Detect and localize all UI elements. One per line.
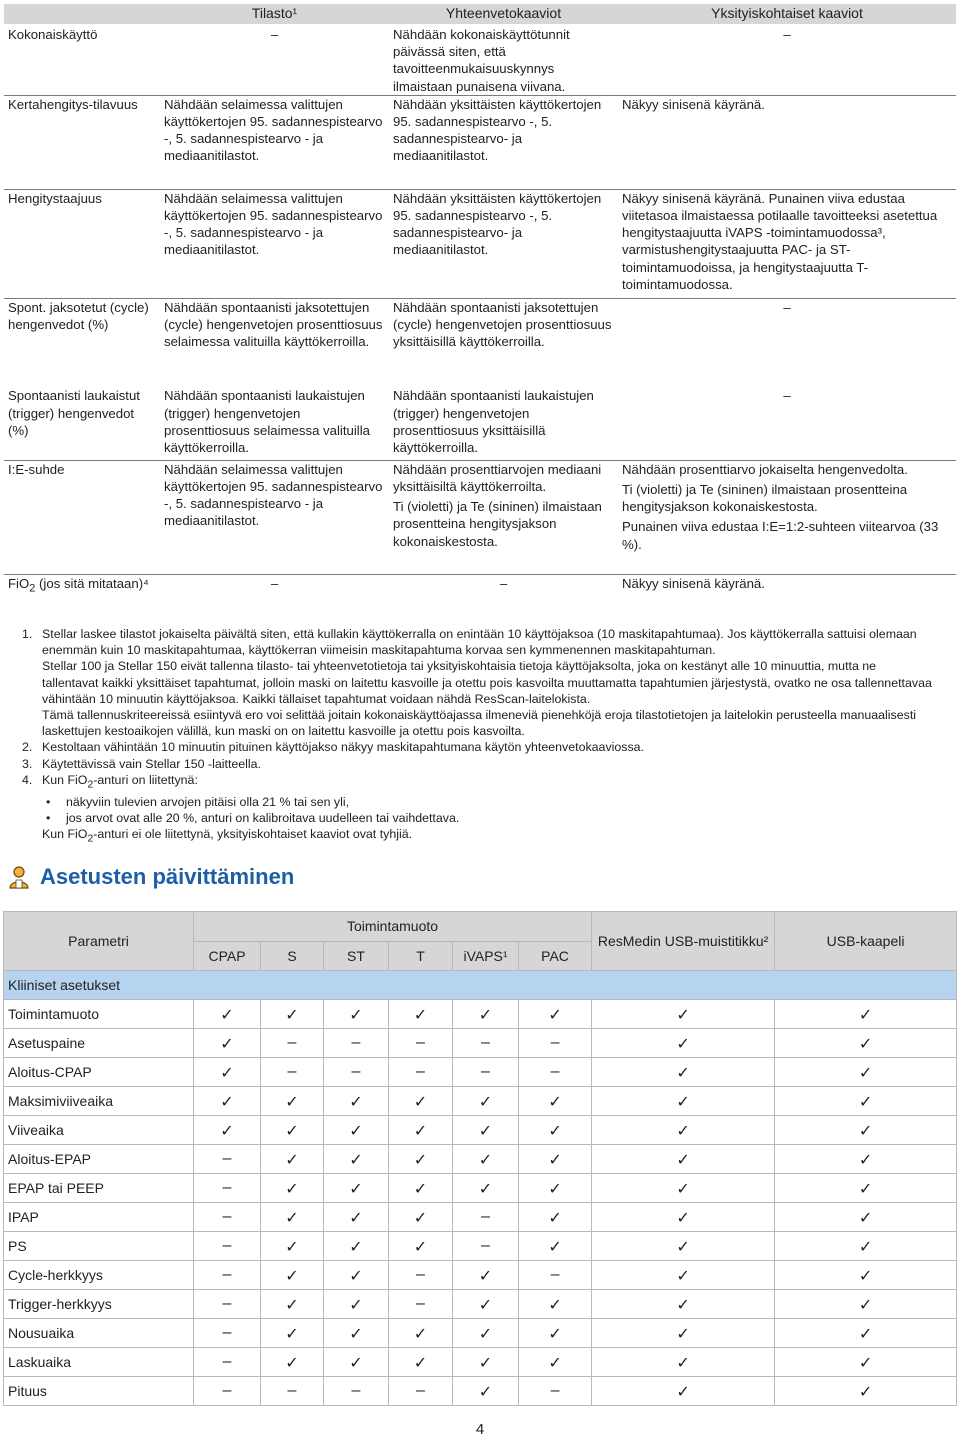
settings-header-row bbox=[4, 912, 957, 942]
footnote-number: 3. bbox=[22, 756, 33, 771]
mode-header: CPAP bbox=[194, 941, 261, 971]
row-summary: Nähdään yksittäisten käyttökertojen 95. sadannespistearvo -, 5. sadannespistearvo- ja mediaanitilastot. bbox=[389, 189, 618, 298]
section-title: Asetusten päivittäminen bbox=[40, 864, 295, 889]
footnote-text bbox=[42, 826, 934, 848]
fio-rest: -anturi ei ole liitettynä, yksityiskohtaiset kaaviot ovat tyhjiä. bbox=[93, 826, 413, 841]
check-icon: ✓ bbox=[775, 1203, 957, 1232]
check-icon: ✓ bbox=[194, 1000, 261, 1029]
check-icon: ✓ bbox=[453, 1348, 519, 1377]
table-row bbox=[4, 460, 956, 574]
check-icon: ✓ bbox=[261, 1203, 324, 1232]
check-icon: ✓ bbox=[324, 1000, 389, 1029]
parameter-name: Cycle-herkkyys bbox=[4, 1261, 194, 1290]
table-row bbox=[4, 574, 956, 614]
page-number: 4 bbox=[475, 1421, 485, 1438]
dash-mark: – bbox=[194, 1261, 261, 1290]
table-row bbox=[4, 298, 956, 387]
check-icon: ✓ bbox=[775, 1377, 957, 1406]
row-category: Kertahengitys-tilavuus bbox=[4, 95, 160, 189]
footnote-number: 4. bbox=[22, 772, 33, 787]
row-statistics: Nähdään selaimessa valittujen käyttökertojen 95. sadannespistearvo -, 5. sadannespistearvo - ja mediaanitilastot. bbox=[160, 460, 389, 574]
check-icon: ✓ bbox=[592, 1029, 775, 1058]
check-icon: ✓ bbox=[261, 1348, 324, 1377]
fio-subscript: 2 bbox=[87, 779, 94, 791]
check-icon: ✓ bbox=[453, 1087, 519, 1116]
table-row bbox=[4, 1348, 957, 1377]
dash-mark: – bbox=[389, 1029, 453, 1058]
dash-mark: – bbox=[519, 1261, 592, 1290]
parameter-name: IPAP bbox=[4, 1203, 194, 1232]
section-heading bbox=[8, 862, 294, 892]
check-icon: ✓ bbox=[453, 1116, 519, 1145]
parameter-name: Asetuspaine bbox=[4, 1029, 194, 1058]
check-icon: ✓ bbox=[261, 1087, 324, 1116]
header-detail: Yksityiskohtaiset kaaviot bbox=[618, 4, 956, 24]
mode-header: T bbox=[389, 941, 453, 971]
footnote-2 bbox=[0, 739, 960, 755]
table-row bbox=[4, 1058, 957, 1087]
parameter-name: Trigger-herkkyys bbox=[4, 1290, 194, 1319]
dash-mark: – bbox=[194, 1203, 261, 1232]
dash-mark: – bbox=[261, 1058, 324, 1087]
check-icon: ✓ bbox=[592, 1174, 775, 1203]
check-icon: ✓ bbox=[775, 1261, 957, 1290]
dash-mark: – bbox=[194, 1290, 261, 1319]
dash-mark: – bbox=[389, 1261, 453, 1290]
check-icon: ✓ bbox=[389, 1319, 453, 1348]
check-icon: ✓ bbox=[592, 1058, 775, 1087]
check-icon: ✓ bbox=[194, 1116, 261, 1145]
header-statistics: Tilasto¹ bbox=[160, 4, 389, 24]
row-category: Spontaanisti laukaistut (trigger) hengenvedot (%) bbox=[8, 388, 140, 438]
header-usb-cable: USB-kaapeli bbox=[775, 912, 957, 971]
check-icon: ✓ bbox=[775, 1319, 957, 1348]
check-icon: ✓ bbox=[389, 1087, 453, 1116]
check-icon: ✓ bbox=[194, 1087, 261, 1116]
check-icon: ✓ bbox=[519, 1116, 592, 1145]
settings-band-row bbox=[4, 971, 957, 1000]
check-icon: ✓ bbox=[324, 1116, 389, 1145]
row-summary: – bbox=[389, 574, 618, 614]
check-icon: ✓ bbox=[453, 1290, 519, 1319]
mode-header: iVAPS¹ bbox=[453, 941, 519, 971]
table-row bbox=[4, 1029, 957, 1058]
footnote-4-end bbox=[0, 826, 960, 848]
summary-paragraph: Nähdään prosenttiarvojen mediaani yksittäisiltä käyttökerroilta. bbox=[393, 461, 602, 495]
check-icon: ✓ bbox=[261, 1116, 324, 1145]
check-icon: ✓ bbox=[261, 1232, 324, 1261]
check-icon: ✓ bbox=[775, 1232, 957, 1261]
parameter-name: Maksimiviiveaika bbox=[4, 1087, 194, 1116]
check-icon: ✓ bbox=[592, 1203, 775, 1232]
check-icon: ✓ bbox=[592, 1261, 775, 1290]
row-summary: Nähdään spontaanisti jaksotettujen (cycle) hengenvetojen prosenttiosuus yksittäisillä käyttökerroilla. bbox=[389, 298, 618, 387]
dash-mark: – bbox=[389, 1377, 453, 1406]
header-blank bbox=[4, 4, 160, 24]
bullet-text: näkyviin tulevien arvojen pitäisi olla 21 % tai sen yli, bbox=[66, 794, 350, 809]
check-icon: ✓ bbox=[261, 1319, 324, 1348]
check-icon: ✓ bbox=[519, 1348, 592, 1377]
check-icon: ✓ bbox=[775, 1290, 957, 1319]
dash-mark: – bbox=[324, 1029, 389, 1058]
table-row bbox=[4, 1319, 957, 1348]
check-icon: ✓ bbox=[261, 1261, 324, 1290]
table-row bbox=[4, 24, 956, 95]
check-icon: ✓ bbox=[592, 1145, 775, 1174]
footnote-text: Tämä tallennuskriteereissä esiintyvä ero voi selittää joitain kokonaiskäyttöajassa ilmeneviä pienehköjä eroja tilastotietojen ja laitelokin perusteella manuaalisesti laskettujen kestoaikojen välillä, kun maski on on laitettu kasvoille ja otettu pois kasvoilta. bbox=[42, 708, 917, 739]
check-icon: ✓ bbox=[519, 1203, 592, 1232]
check-icon: ✓ bbox=[324, 1174, 389, 1203]
check-icon: ✓ bbox=[775, 1348, 957, 1377]
row-statistics: Nähdään selaimessa valittujen käyttökertojen 95. sadannespistearvo -, 5. sadannespistearvo - ja mediaanitilastot. bbox=[160, 95, 389, 189]
detail-paragraph: Punainen viiva edustaa I:E=1:2-suhteen viitearvoa (33 %). bbox=[622, 519, 939, 552]
check-icon: ✓ bbox=[592, 1000, 775, 1029]
header-parameter: Parametri bbox=[4, 912, 194, 971]
dash-mark: – bbox=[519, 1029, 592, 1058]
check-icon: ✓ bbox=[324, 1203, 389, 1232]
check-icon: ✓ bbox=[592, 1290, 775, 1319]
check-icon: ✓ bbox=[453, 1319, 519, 1348]
check-icon: ✓ bbox=[324, 1290, 389, 1319]
band-label: Kliiniset asetukset bbox=[4, 971, 957, 1000]
row-detail: – bbox=[618, 298, 956, 387]
check-icon: ✓ bbox=[592, 1087, 775, 1116]
footnote-number: 1. bbox=[22, 627, 33, 641]
table-row bbox=[4, 1000, 957, 1029]
check-icon: ✓ bbox=[453, 1377, 519, 1406]
settings-table bbox=[3, 911, 957, 1406]
overview-header-row bbox=[4, 4, 956, 24]
parameter-name: Pituus bbox=[4, 1377, 194, 1406]
parameter-name: PS bbox=[4, 1232, 194, 1261]
dash-mark: – bbox=[194, 1348, 261, 1377]
footnote-4 bbox=[0, 772, 960, 794]
check-icon: ✓ bbox=[775, 1058, 957, 1087]
footnote-text: Stellar laskee tilastot jokaiselta päivältä siten, että kullakin käyttökerralla on enintään 10 käyttöjaksoa (10 maskitapahtumaa). Jos käyttökerralla sattuisi olemaan enemmän kuin 10 maskitapahtumaa, käyttökerran viimeisin maskitapahtuma korvaa sen kymmenennen maskitapahtuman. bbox=[42, 627, 917, 658]
check-icon: ✓ bbox=[592, 1319, 775, 1348]
check-icon: ✓ bbox=[324, 1087, 389, 1116]
dash-mark: – bbox=[389, 1290, 453, 1319]
table-row bbox=[4, 387, 956, 460]
footnote-1 bbox=[0, 626, 960, 739]
check-icon: ✓ bbox=[519, 1290, 592, 1319]
check-icon: ✓ bbox=[261, 1000, 324, 1029]
row-detail: – bbox=[783, 388, 791, 404]
check-icon: ✓ bbox=[775, 1000, 957, 1029]
check-icon: ✓ bbox=[324, 1348, 389, 1377]
check-icon: ✓ bbox=[261, 1145, 324, 1174]
parameter-name: Aloitus-CPAP bbox=[4, 1058, 194, 1087]
check-icon: ✓ bbox=[592, 1116, 775, 1145]
footnote-text: Käytettävissä vain Stellar 150 -laitteella. bbox=[42, 756, 262, 771]
dash-mark: – bbox=[453, 1203, 519, 1232]
row-category: I:E-suhde bbox=[4, 460, 160, 574]
check-icon: ✓ bbox=[775, 1174, 957, 1203]
row-category: Kokonaiskäyttö bbox=[8, 27, 98, 42]
row-detail bbox=[618, 460, 956, 574]
parameter-name: Aloitus-EPAP bbox=[4, 1145, 194, 1174]
dash-mark: – bbox=[194, 1319, 261, 1348]
row-summary: Nähdään spontaanisti laukaistujen (trigger) hengenvetojen prosenttiosuus yksittäisillä käyttökerroilla. bbox=[393, 388, 594, 455]
check-icon: ✓ bbox=[775, 1029, 957, 1058]
check-icon: ✓ bbox=[453, 1174, 519, 1203]
dash-mark: – bbox=[453, 1232, 519, 1261]
dash-mark: – bbox=[194, 1174, 261, 1203]
table-row bbox=[4, 1290, 957, 1319]
row-detail: Näkyy sinisenä käyränä. bbox=[618, 95, 956, 189]
parameter-name: Viiveaika bbox=[4, 1116, 194, 1145]
table-row bbox=[4, 189, 956, 298]
bullet-dot: • bbox=[46, 810, 51, 825]
footnote-text: Kestoltaan vähintään 10 minuutin pituinen käyttöjakso näkyy maskitapahtumana käytön yhteenvetokaaviossa. bbox=[42, 740, 645, 755]
check-icon: ✓ bbox=[261, 1174, 324, 1203]
clinician-icon bbox=[8, 865, 30, 889]
parameter-name: Nousuaika bbox=[4, 1319, 194, 1348]
table-row bbox=[4, 95, 956, 189]
table-row bbox=[4, 1203, 957, 1232]
footnote-bullet bbox=[0, 794, 960, 810]
fio-text: FiO bbox=[8, 575, 30, 591]
dash-mark: – bbox=[519, 1058, 592, 1087]
fio-subscript: 2 bbox=[87, 833, 94, 845]
check-icon: ✓ bbox=[592, 1232, 775, 1261]
summary-paragraph: Ti (violetti) ja Te (sininen) ilmaistaan prosentteina hengitysjakson kokonaiskestosta. bbox=[393, 499, 602, 549]
fio-subscript: 2 bbox=[29, 582, 36, 595]
row-summary: Nähdään kokonaiskäyttötunnit päivässä siten, että tavoitteenmukaisuuskynnys ilmaistaan punaisena viivana. bbox=[393, 27, 570, 94]
check-icon: ✓ bbox=[592, 1377, 775, 1406]
mode-header: S bbox=[261, 941, 324, 971]
check-icon: ✓ bbox=[261, 1290, 324, 1319]
check-icon: ✓ bbox=[324, 1261, 389, 1290]
row-summary bbox=[389, 460, 618, 574]
table-row bbox=[4, 1261, 957, 1290]
row-statistics: – bbox=[270, 27, 279, 42]
check-icon: ✓ bbox=[453, 1261, 519, 1290]
row-detail: – bbox=[783, 27, 791, 42]
dash-mark: – bbox=[519, 1377, 592, 1406]
row-detail: Näkyy sinisenä käyränä. Punainen viiva edustaa viitetasoa ilmaistaessa potilaalle tavoitteeksi asetettua hengitystaajuutta iVAPS -toimintamuodossa³, varmistushengitystaajuutta PAC- ja ST-toimintamuodoissa, ja hengitystaajuutta T-toimintamuodossa. bbox=[618, 189, 956, 298]
row-category bbox=[4, 574, 160, 614]
dash-mark: – bbox=[261, 1377, 324, 1406]
check-icon: ✓ bbox=[519, 1145, 592, 1174]
footnotes bbox=[0, 626, 960, 848]
bullet-dot: • bbox=[46, 794, 51, 809]
check-icon: ✓ bbox=[194, 1029, 261, 1058]
mode-header: ST bbox=[324, 941, 389, 971]
header-summary: Yhteenvetokaaviot bbox=[389, 4, 618, 24]
check-icon: ✓ bbox=[389, 1174, 453, 1203]
row-statistics: – bbox=[160, 574, 389, 614]
detail-paragraph: Ti (violetti) ja Te (sininen) ilmaistaan prosentteina hengitysjakson kokonaiskestosta. bbox=[622, 482, 908, 515]
row-detail: Näkyy sinisenä käyränä. bbox=[618, 574, 956, 614]
dash-mark: – bbox=[389, 1058, 453, 1087]
check-icon: ✓ bbox=[519, 1319, 592, 1348]
table-row bbox=[4, 1116, 957, 1145]
dash-mark: – bbox=[453, 1058, 519, 1087]
check-icon: ✓ bbox=[519, 1174, 592, 1203]
parameter-name: EPAP tai PEEP bbox=[4, 1174, 194, 1203]
row-summary: Nähdään yksittäisten käyttökertojen 95. sadannespistearvo -, 5. sadannespistearvo- ja mediaanitilastot. bbox=[389, 95, 618, 189]
dash-mark: – bbox=[324, 1377, 389, 1406]
row-category: Hengitystaajuus bbox=[4, 189, 160, 298]
check-icon: ✓ bbox=[519, 1232, 592, 1261]
header-mode: Toimintamuoto bbox=[194, 912, 592, 942]
dash-mark: – bbox=[194, 1232, 261, 1261]
mode-header: PAC bbox=[519, 941, 592, 971]
row-statistics: Nähdään spontaanisti laukaistujen (trigger) hengenvetojen prosenttiosuus selaimessa valituilla käyttökerroilla. bbox=[164, 388, 370, 455]
fio-text: Kun FiO bbox=[42, 826, 88, 841]
check-icon: ✓ bbox=[389, 1000, 453, 1029]
table-row bbox=[4, 1145, 957, 1174]
check-icon: ✓ bbox=[389, 1232, 453, 1261]
check-icon: ✓ bbox=[775, 1116, 957, 1145]
dash-mark: – bbox=[453, 1029, 519, 1058]
fio-rest: (jos sitä mitataan)⁴ bbox=[35, 575, 149, 591]
check-icon: ✓ bbox=[194, 1058, 261, 1087]
check-icon: ✓ bbox=[453, 1000, 519, 1029]
check-icon: ✓ bbox=[519, 1000, 592, 1029]
check-icon: ✓ bbox=[775, 1145, 957, 1174]
row-category: Spont. jaksotetut (cycle) hengenvedot (%) bbox=[4, 298, 160, 387]
check-icon: ✓ bbox=[453, 1145, 519, 1174]
dash-mark: – bbox=[261, 1029, 324, 1058]
check-icon: ✓ bbox=[389, 1145, 453, 1174]
header-usb-stick: ResMedin USB-muistitikku² bbox=[592, 912, 775, 971]
detail-paragraph: Nähdään prosenttiarvo jokaiselta hengenvedolta. bbox=[622, 461, 908, 477]
dash-mark: – bbox=[194, 1145, 261, 1174]
footnote-3 bbox=[0, 756, 960, 772]
bullet-text: jos arvot ovat alle 20 %, anturi on kalibroitava uudelleen tai vaihdettava. bbox=[66, 810, 460, 825]
check-icon: ✓ bbox=[389, 1203, 453, 1232]
check-icon: ✓ bbox=[324, 1319, 389, 1348]
table-row bbox=[4, 1174, 957, 1203]
footnote-text bbox=[42, 772, 934, 794]
check-icon: ✓ bbox=[592, 1348, 775, 1377]
check-icon: ✓ bbox=[324, 1145, 389, 1174]
fio-rest: -anturi on liitettynä: bbox=[93, 772, 198, 787]
row-statistics: Nähdään selaimessa valittujen käyttökertojen 95. sadannespistearvo -, 5. sadannespistearvo - ja mediaanitilastot. bbox=[160, 189, 389, 298]
check-icon: ✓ bbox=[324, 1232, 389, 1261]
table-row bbox=[4, 1232, 957, 1261]
check-icon: ✓ bbox=[775, 1087, 957, 1116]
table-row bbox=[4, 1087, 957, 1116]
row-statistics: Nähdään spontaanisti jaksotettujen (cycle) hengenvetojen prosenttiosuus selaimessa valituilla käyttökerroilla. bbox=[160, 298, 389, 387]
check-icon: ✓ bbox=[519, 1087, 592, 1116]
footnote-bullet bbox=[0, 810, 960, 826]
parameter-name: Toimintamuoto bbox=[4, 1000, 194, 1029]
check-icon: ✓ bbox=[389, 1116, 453, 1145]
check-icon: ✓ bbox=[389, 1348, 453, 1377]
footnote-number: 2. bbox=[22, 740, 33, 755]
parameter-name: Laskuaika bbox=[4, 1348, 194, 1377]
dash-mark: – bbox=[324, 1058, 389, 1087]
overview-table bbox=[4, 4, 956, 614]
table-row bbox=[4, 1377, 957, 1406]
fio-text: Kun FiO bbox=[42, 772, 88, 787]
dash-mark: – bbox=[194, 1377, 261, 1406]
footnote-text: Stellar 100 ja Stellar 150 eivät tallenna tilasto- tai yhteenvetotietoja tai yksityiskohtaisia tietoja käyttöjaksolta, joka on kestänyt alle 10 minuuttia, mutta ne tallentavat kaikki yksittäiset tapahtumat, jolloin maski on laitettu kasvoille ja otettu pois kasvoilta muuttamatta tapahtumien järjestystä, ovatko ne osa tallennettavaa vähintään 10 minuutin käyttöjaksoa. Kaikki tällaiset tapahtumat voidaan nähdä ResScan-laitelokista. bbox=[42, 659, 932, 706]
